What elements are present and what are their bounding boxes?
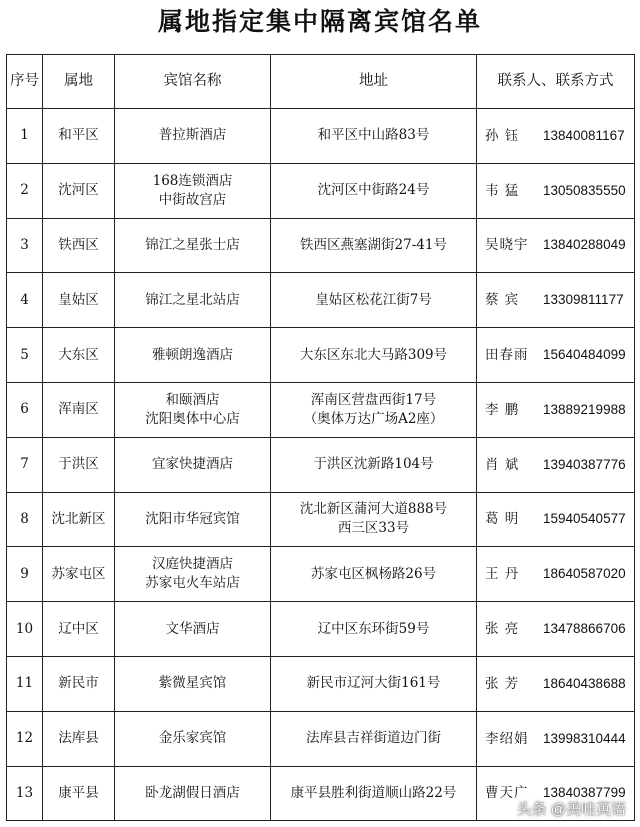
contact-phone: 18640587020 — [543, 566, 626, 582]
contact-phone: 15940540577 — [543, 511, 626, 527]
table-row — [7, 163, 635, 218]
row-district: 沈河区 — [43, 163, 115, 218]
row-address: 苏家屯区枫杨路26号 — [271, 547, 477, 602]
row-number: 2 — [7, 163, 43, 218]
row-address: 浑南区营盘西街17号 （奥体万达广场A2座） — [271, 382, 477, 437]
header-address: 地址 — [271, 55, 477, 109]
row-district: 苏家屯区 — [43, 547, 115, 602]
contact-phone: 13050835550 — [543, 182, 626, 198]
row-number: 7 — [7, 437, 43, 492]
row-number: 11 — [7, 656, 43, 711]
contact-person: 曹天广 — [485, 785, 529, 802]
row-contact — [477, 109, 635, 164]
row-hotel-name: 紫微星宾馆 — [115, 656, 271, 711]
row-contact — [477, 492, 635, 547]
table-row — [7, 382, 635, 437]
watermark: 头条 @美哇英语 — [516, 801, 626, 818]
row-hotel-name: 锦江之星张士店 — [115, 218, 271, 273]
row-hotel-name: 雅顿朗逸酒店 — [115, 328, 271, 383]
row-district: 法库县 — [43, 711, 115, 766]
row-contact — [477, 547, 635, 602]
row-hotel-name: 金乐家宾馆 — [115, 711, 271, 766]
contact-person: 葛 明 — [485, 511, 520, 528]
contact-person: 吴晓宇 — [485, 237, 529, 254]
row-district: 铁西区 — [43, 218, 115, 273]
contact-person: 李 鹏 — [485, 401, 520, 418]
header-district: 属地 — [43, 55, 115, 109]
row-address: 沈河区中街路24号 — [271, 163, 477, 218]
row-number: 4 — [7, 273, 43, 328]
contact-phone: 13309811177 — [543, 292, 624, 308]
row-contact — [477, 437, 635, 492]
contact-phone: 13840387799 — [543, 785, 626, 801]
header-hotel-name: 宾馆名称 — [115, 55, 271, 109]
contact-person: 李绍娟 — [485, 730, 529, 747]
row-address: 辽中区东环街59号 — [271, 602, 477, 657]
row-address: 新民市辽河大街161号 — [271, 656, 477, 711]
contact-phone: 13889219988 — [543, 401, 626, 417]
row-contact — [477, 656, 635, 711]
row-contact — [477, 273, 635, 328]
row-address: 康平县胜利街道顺山路22号 — [271, 766, 477, 821]
table-row — [7, 273, 635, 328]
table-row — [7, 218, 635, 273]
row-district: 皇姑区 — [43, 273, 115, 328]
row-hotel-name: 普拉斯酒店 — [115, 109, 271, 164]
contact-person: 韦 猛 — [485, 182, 520, 199]
row-address: 于洪区沈新路104号 — [271, 437, 477, 492]
row-number: 6 — [7, 382, 43, 437]
table-row — [7, 547, 635, 602]
contact-person: 肖 斌 — [485, 456, 520, 473]
row-contact — [477, 711, 635, 766]
row-address: 铁西区燕塞湖街27-41号 — [271, 218, 477, 273]
row-district: 康平县 — [43, 766, 115, 821]
row-district: 新民市 — [43, 656, 115, 711]
row-hotel-name: 宜家快捷酒店 — [115, 437, 271, 492]
contact-phone: 13998310444 — [543, 730, 626, 746]
table-row — [7, 656, 635, 711]
row-number: 8 — [7, 492, 43, 547]
row-address: 皇姑区松花江街7号 — [271, 273, 477, 328]
row-hotel-name: 卧龙湖假日酒店 — [115, 766, 271, 821]
row-contact — [477, 382, 635, 437]
row-district: 沈北新区 — [43, 492, 115, 547]
row-number: 3 — [7, 218, 43, 273]
row-number: 10 — [7, 602, 43, 657]
row-address: 沈北新区蒲河大道888号 西三区33号 — [271, 492, 477, 547]
row-address: 和平区中山路83号 — [271, 109, 477, 164]
contact-person: 孙 钰 — [485, 127, 520, 144]
contact-phone: 13940387776 — [543, 456, 626, 472]
row-hotel-name: 和颐酒店 沈阳奥体中心店 — [115, 382, 271, 437]
row-address: 法库县吉祥街道边门街 — [271, 711, 477, 766]
contact-person: 王 丹 — [485, 566, 520, 583]
header-number: 序号 — [7, 55, 43, 109]
table-header-row — [7, 55, 635, 109]
contact-person: 张 亮 — [485, 621, 520, 638]
row-number: 13 — [7, 766, 43, 821]
row-contact — [477, 163, 635, 218]
contact-phone: 15640484099 — [543, 347, 626, 363]
row-number: 12 — [7, 711, 43, 766]
row-number: 5 — [7, 328, 43, 383]
row-district: 浑南区 — [43, 382, 115, 437]
hotel-table — [6, 54, 635, 821]
row-district: 辽中区 — [43, 602, 115, 657]
row-hotel-name: 汉庭快捷酒店 苏家屯火车站店 — [115, 547, 271, 602]
row-hotel-name: 沈阳市华冠宾馆 — [115, 492, 271, 547]
contact-person: 张 芳 — [485, 675, 520, 692]
row-hotel-name: 锦江之星北站店 — [115, 273, 271, 328]
contact-phone: 13840288049 — [543, 237, 626, 253]
document-title: 属地指定集中隔离宾馆名单 — [157, 7, 482, 36]
row-number: 9 — [7, 547, 43, 602]
row-district: 大东区 — [43, 328, 115, 383]
header-contact: 联系人、联系方式 — [477, 55, 635, 109]
table-row — [7, 437, 635, 492]
table-row — [7, 328, 635, 383]
row-number: 1 — [7, 109, 43, 164]
row-contact — [477, 218, 635, 273]
contact-phone: 13478866706 — [543, 621, 626, 637]
row-contact — [477, 328, 635, 383]
row-district: 于洪区 — [43, 437, 115, 492]
table-row — [7, 492, 635, 547]
contact-person: 田春雨 — [485, 347, 529, 364]
table-row — [7, 602, 635, 657]
contact-phone: 13840081167 — [543, 127, 625, 143]
row-address: 大东区东北大马路309号 — [271, 328, 477, 383]
contact-person: 蔡 宾 — [485, 292, 520, 309]
row-contact — [477, 602, 635, 657]
table-row — [7, 109, 635, 164]
row-district: 和平区 — [43, 109, 115, 164]
row-hotel-name: 168连锁酒店 中街故宫店 — [115, 163, 271, 218]
contact-phone: 18640438688 — [543, 675, 626, 691]
table-row — [7, 711, 635, 766]
row-hotel-name: 文华酒店 — [115, 602, 271, 657]
